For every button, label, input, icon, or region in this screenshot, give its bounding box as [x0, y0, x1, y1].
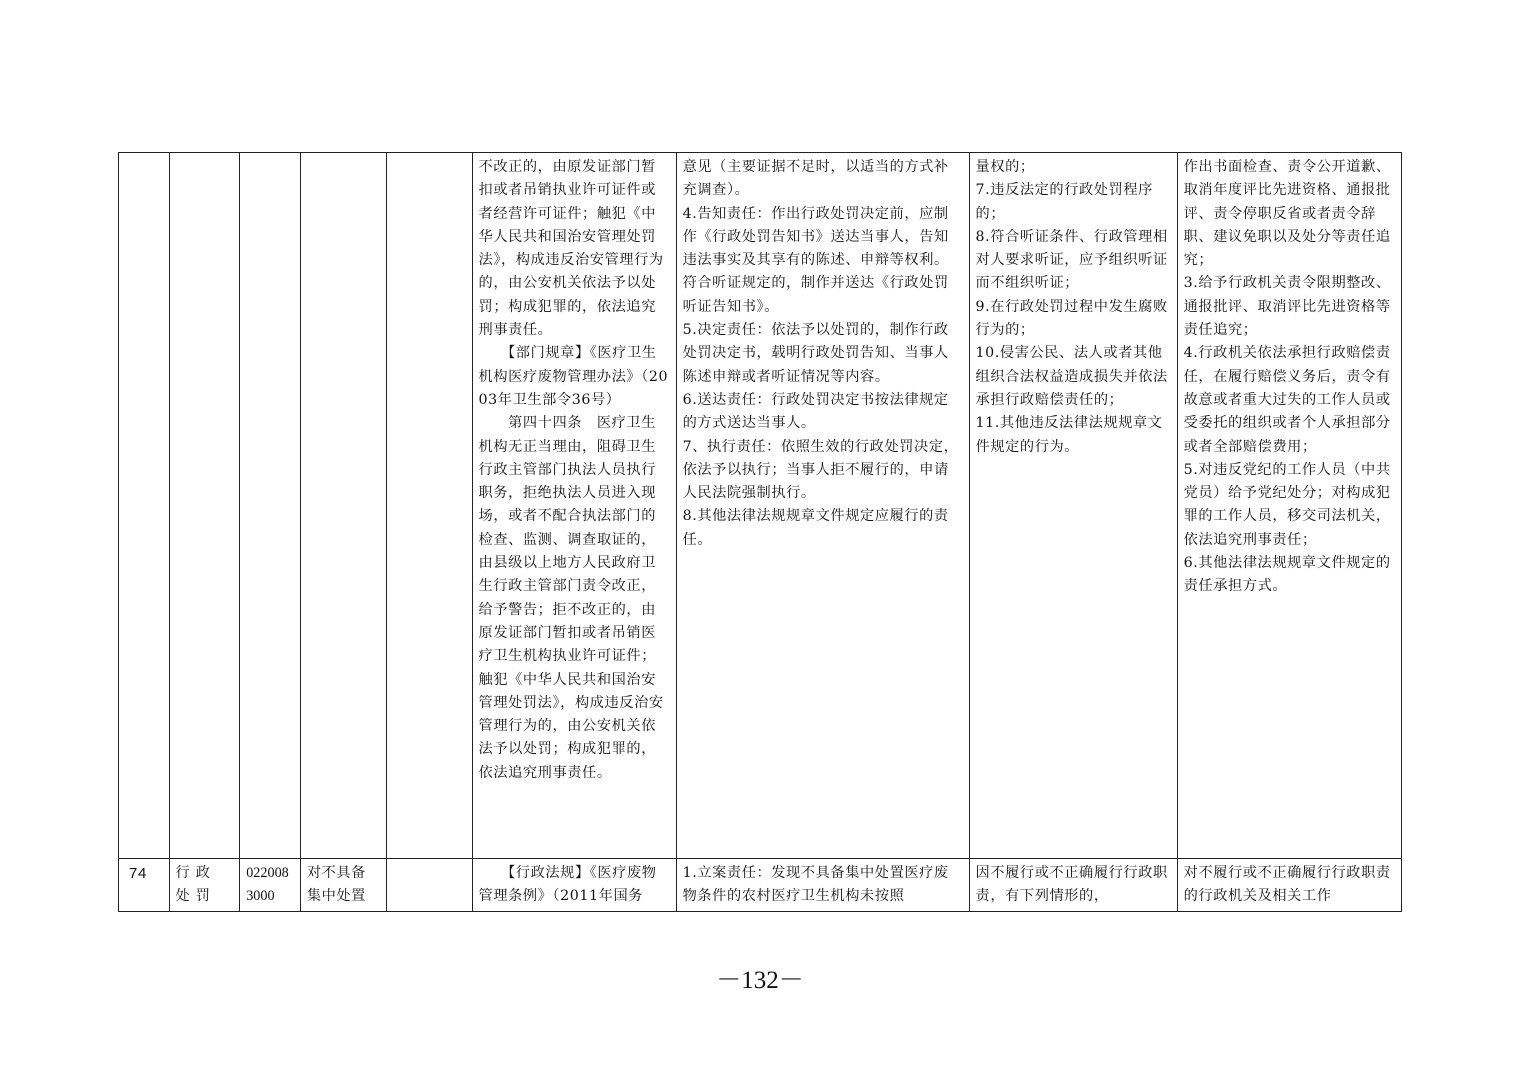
legal-basis-cell: 【行政法规】《医疗废物管理条例》（2011年国务	[472, 859, 676, 912]
duty-cell: 1.立案责任：发现不具备集中处置医疗废物条件的农村医疗卫生机构未按照	[676, 859, 969, 912]
sub-item-cell	[386, 859, 472, 912]
table-row	[119, 859, 1402, 912]
accountability-cell: 量权的； 7.违反法定的行政处罚程序的； 8.符合听证条件、行政管理相对人要求听证，应予组织听证而不组织听证； 9.在行政处罚过程中发生腐败行为的； 10.侵害公民、法人或者其他组织合法权益造成损失并依法承担行政赔偿责任的； 11.其他违反法律法规规章文件规定的行为。	[969, 153, 1177, 859]
item-name-cell	[300, 153, 386, 859]
category-cell	[169, 153, 240, 859]
duty-cell: 意见（主要证据不足时，以适当的方式补充调查）。 4.告知责任：作出行政处罚决定前，应制作《行政处罚告知书》送达当事人，告知违法事实及其享有的陈述、申辩等权利。符合听证规定的，制作并送达《行政处罚听证告知书》。 5.决定责任：依法予以处罚的，制作行政处罚决定书，载明行政处罚告知、当事人陈述申辩或者听证情况等内容。 6.送达责任：行政处罚决定书按法律规定的方式送达当事人。 7、执行责任：依照生效的行政处罚决定，依法予以执行；当事人拒不履行的，申请人民法院强制执行。 8.其他法律法规规章文件规定应履行的责任。	[676, 153, 969, 859]
method-cell: 作出书面检查、责令公开道歉、取消年度评比先进资格、通报批评、责令停职反省或者责令辞职、建议免职以及处分等责任追究； 3.给予行政机关责令限期整改、通报批评、取消评比先进资格等责任追究； 4.行政机关依法承担行政赔偿责任，在履行赔偿义务后，责令有故意或者重大过失的工作人员或受委托的组织或者个人承担部分或者全部赔偿费用； 5.对违反党纪的工作人员（中共党员）给予党纪处分；对构成犯罪的工作人员，移交司法机关，依法追究刑事责任； 6.其他法律法规规章文件规定的责任承担方式。	[1177, 153, 1401, 859]
seq-cell	[119, 153, 170, 859]
sub-item-cell	[386, 153, 472, 859]
table-row	[119, 153, 1402, 859]
legal-basis-cell: 不改正的，由原发证部门暂扣或者吊销执业许可证件或者经营许可证件；触犯《中华人民共和国治安管理处罚法》，构成违反治安管理行为的，由公安机关依法予以处罚；构成犯罪的，依法追究刑事责任。 【部门规章】《医疗卫生机构医疗废物管理办法》（2003年卫生部令36号） 第四十四条 医疗卫生机构无正当理由，阻碍卫生行政主管部门执法人员执行职务，拒绝执法人员进入现场，或者不配合执法部门的检查、监测、调查取证的，由县级以上地方人民政府卫生行政主管部门责令改正，给予警告；拒不改正的，由原发证部门暂扣或者吊销医疗卫生机构执业许可证件；触犯《中华人民共和国治安管理处罚法》，构成违反治安管理行为的，由公安机关依法予以处罚；构成犯罪的，依法追究刑事责任。	[472, 153, 676, 859]
method-cell: 对不履行或不正确履行行政职责的行政机关及相关工作	[1177, 859, 1401, 912]
responsibility-table	[118, 152, 1402, 912]
code-cell	[240, 153, 301, 859]
seq-cell: 74	[119, 859, 170, 912]
item-name-cell: 对不具备集中处置	[300, 859, 386, 912]
accountability-cell: 因不履行或不正确履行行政职责，有下列情形的，	[969, 859, 1177, 912]
code-cell: 0220083000	[240, 859, 301, 912]
page-number: －132－	[716, 967, 804, 994]
category-cell: 行政处罚	[169, 859, 240, 912]
